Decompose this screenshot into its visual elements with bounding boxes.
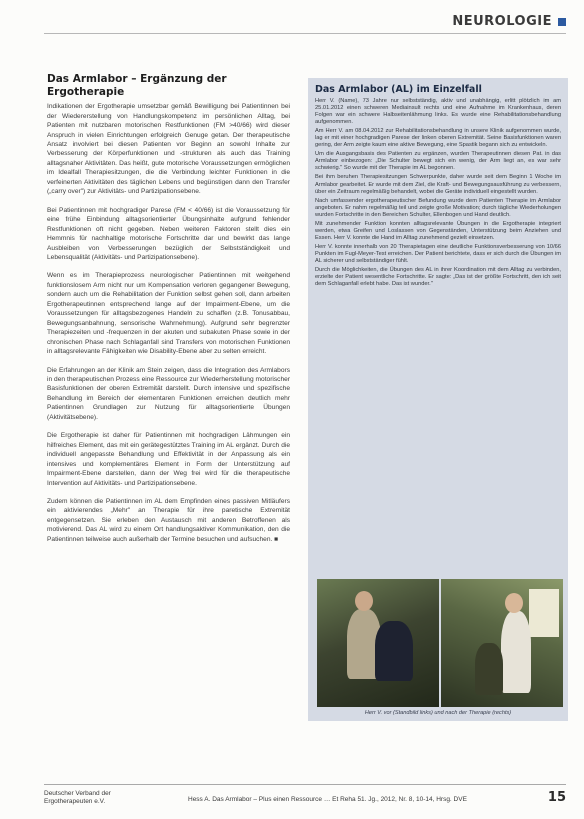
section-label <box>452 14 566 29</box>
therapist-figure <box>375 621 413 681</box>
case-study-box <box>308 78 568 721</box>
article-paragraph: Wenn es im Therapieprozess neurologischer Patientinnen mit weitgehend funktionslosem Arm nicht nur um Kompensation verloren gegangener Bewegung, sondern auch um die Rehabilitation der Funktion selbst gehen soll, dann arbeiten Ergotherapeutinnen entsprechend lange auf der Impairment-Ebene, um die Voraussetzungen für alltagsbezogenes Handeln zu schaffen (z.B. Tonusabbau, Bewegungsanbahnung, sensorische Wahrnehmung). Aufgrund sehr begrenzter Therapiezeiten und -frequenzen in der akuten und subakuten Phase sowie in der chronischen Phase nach Schlaganfall sind Transfers von motorischen Funktionen in alltagsrelevante Fähigkeiten wie Disability-Ebene aber zu selten erreicht. <box>47 272 290 356</box>
case-study-paragraph: Bei ihm beruhen Therapiesitzungen Schwerpunkte, daher wurde seit dem Beginn 1 Woche im Armlabor gearbeitet. Er wurde mit dem Ziel, die Kraft- und Bewegungsausführung zu verbessern, über ein Zeitraum regelmäßig behandelt, wobei die Geräte individuell eingestellt wurden. <box>315 174 561 195</box>
article-column <box>47 73 290 553</box>
photo-row <box>317 579 563 707</box>
footer-organization <box>44 790 111 806</box>
photo-caption: Herr V. vor (Standbild links) und nach der Therapie (rechts) <box>364 710 512 716</box>
section-label-text: NEUROLOGIE <box>452 14 552 29</box>
article-paragraph: Indikationen der Ergotherapie umsetzbar gemäß Bewilligung bei Patientinnen bei der Wiedererstellung von Handlungskompetenz im persönlichen Alltag, bei Patienten mit nutzbaren motorischen Restfunktionen (FM >40/66) wird dieser Anspruch in vielen Einrichtungen erfolgreich Genuge getan. Der therapeutische Ansatz involviert bei diesen Patienten vor Beginn an sowohl Inhalte zur Verbesserung der Körperfunktionen und -strukturen als auch das Training alltagsnaher Aktivitäten. Das heißt, gute motorische Voraussetzungen ermöglichen im Idealfall Therapiesitzungen, die die Verbindung leichter Funktionen in die verfeinerten Aktivitäten des täglichen Lebens und begünstigen dann den Transfer („carry over") zur Aktivitäts- und Partizipationsebene. <box>47 103 290 196</box>
page-number: 15 <box>547 790 566 805</box>
footer-org-line: Deutscher Verband der <box>44 790 111 797</box>
footer-rule <box>44 784 566 785</box>
case-study-paragraph: Durch die Möglichkeiten, die Übungen des AL in ihrer Koordination mit dem Alltag zu verbinden, erzielte der Patient wesentliche Fortschritte. Er sagte: „Das ist der größte Fortschritt, den ich seit dem Schlaganfall erlebt habe. Das ist wunder." <box>315 267 561 288</box>
whiteboard <box>529 589 559 637</box>
footer-citation: Hess A. Das Armlabor – Plus einen Ressource … Et Reha 51. Jg., 2012, Nr. 8, 10-14, Hrsg. DVE <box>188 796 467 803</box>
case-study-paragraph: Nach umfassender ergotherapeutischer Befundung wurde dem Patienten Therapie im Armlabor angeboten. Er nahm regelmäßig teil und zeigte große Motivation; durch tägliche Wiederholungen wurden Fortschritte in den Bereichen Schulter, Ellenbogen und Hand deutlich. <box>315 197 561 218</box>
photo-after <box>441 579 563 707</box>
case-study-paragraph: Mit zunehmender Funktion konnten alltagsrelevante Übungen in die Ergotherapie integriert werden, etwa Greifen und Loslassen von Gegenständen, Unterstützung beim Anziehen und Essen. Herr V. konnte die Hand im Alltag zunehmend gezielt einsetzen. <box>315 220 561 241</box>
patient-head <box>355 591 373 611</box>
case-study-paragraph: Herr V. konnte innerhalb von 20 Therapietagen eine deutliche Funktionsverbesserung von 10/66 Punkten im Fugl-Meyer-Test erreichen. Der Patient berichtete, dass er sich durch die Übungen im AL sicherer und selbstständiger fühlt. <box>315 243 561 264</box>
therapist-figure <box>475 643 503 695</box>
case-study-paragraph: Am Herr V. am 08.04.2012 zur Rehabilitationsbehandlung in unsere Klinik aufgenommen wurde, lag er mit einer hochgradigen Parese der linken oberen Extremität. Seine Basisfunktionen waren gering, der Arm zeigte kaum eine aktive Bewegung, eine Spastik begann sich zu entwickeln. <box>315 128 561 149</box>
patient-figure <box>501 611 531 693</box>
article-paragraph: Bei Patientinnen mit hochgradiger Parese (FM < 40/66) ist die Voraussetzung für eine frühe Einbindung alltagsorientierter Übungsinhalte aufgrund fehlender Restfunktionen oft nicht gegeben. Neben weiteren Faktoren stellt dies ein Hemmnis für nachhaltige motorische Fortschritte dar und bewirkt das lange Ausbleiben von Verbesserungen bezüglich der Selbstständigkeit und Lebensqualität (Aktivitäts- und Partizipationsebene). <box>47 206 290 261</box>
photo-before <box>317 579 439 707</box>
header-rule <box>44 33 566 34</box>
patient-head <box>505 593 523 613</box>
case-study-paragraph: Um die Ausgangsbasis des Patienten zu ergänzen, wurden Therapeutinnen diesen Pat. in das Armlabor einbezogen: „Die Schulter bewegt sich ein wenig, der Arm liegt an, es war sehr schwierig." So wurde mit der Therapie im AL begonnen. <box>315 151 561 172</box>
article-paragraph: Zudem können die Patientinnen im AL dem Empfinden eines passiven Mitläufers ein aktivierendes „Mehr" an Therapie für ihre paretische Extremität entgegensetzen. Sie erleben den Austausch mit anderen Betroffenen als motivierend. Das AL wird zu einem Ort handlungsaktiver Kommunikation, den die Patientinnen teilweise auch außerhalb der Termine besuchen und aufsuchen. ■ <box>47 497 290 543</box>
article-title: Das Armlabor – Ergänzung der Ergotherapie <box>47 73 227 98</box>
case-study-paragraph: Herr V. (Name), 73 Jahre nur selbstständig, aktiv und unabhängig, erlitt plötzlich im am 25.01.2012 einen schweren Mediainsult rechts und eine Aufnahme im Krankenhaus, deren Folgen war ein schwere Halbseitenlähmung links. Es wurde eine Rehabilitationsbehandlung aufgenommen. <box>315 98 561 126</box>
footer-org-line: Ergotherapeuten e.V. <box>44 798 106 805</box>
section-square-icon <box>558 18 566 26</box>
article-paragraph: Die Erfahrungen an der Klinik am Stein zeigen, dass die Integration des Armlabors in den therapeutischen Prozess eine Ressource zur Wiederherstellung motorischer Basisfunktionen der oberen Extremität darstellt. Durch intensive und spezifische Behandlung im Bereich der elementaren Funktionen erreichen deutlich mehr Patientinnen Grundlagen zur Nutzung für alltagsorientierte Übungen (Aktivitätsebene). <box>47 366 290 421</box>
article-paragraph: Die Ergotherapie ist daher für Patientinnen mit hochgradigen Lähmungen ein hilfreiches Element, das mit ein gerätegestütztes Training im AL ergänzt. Durch die individuell angepasste Behandlung und Effektivität in der Anpassung als ein intensives und komplementäres Element in Form der Unterstützung auf Impairment-Ebene darstellen, dann der Weg frei wird für die therapeutische Intervention auf Aktivitäts- und Partizipationsebene. <box>47 432 290 487</box>
case-study-title: Das Armlabor (AL) im Einzelfall <box>315 84 482 95</box>
